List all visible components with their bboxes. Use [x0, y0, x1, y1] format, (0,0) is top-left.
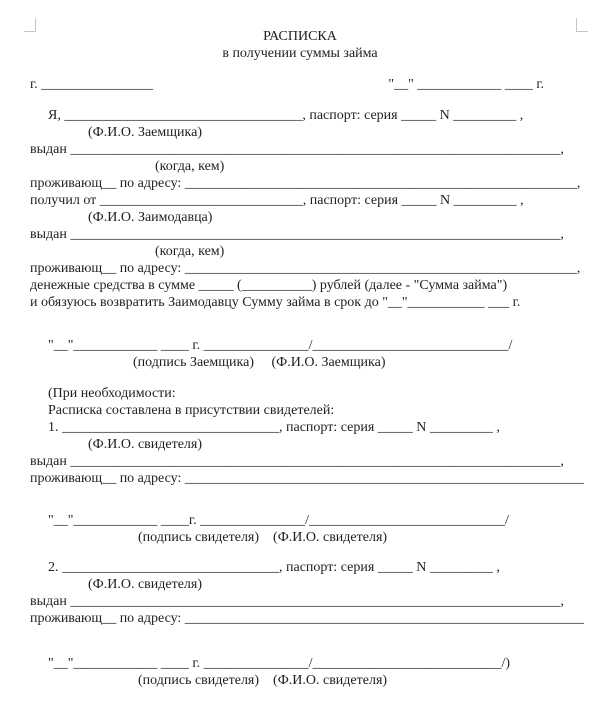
witness-note-line1: (При необходимости:	[48, 386, 176, 401]
witness1-signature-line: "__"____________ ____г. _______________/____________________________/	[48, 513, 509, 528]
borrower-address-line: проживающ__ по адресу: ________________________________________________________,	[30, 176, 581, 191]
witness1-address-line: проживающ__ по адресу: _________________________________________________________	[30, 471, 584, 486]
borrower-signature-captions: (подпись Заемщика) (Ф.И.О. Заемщика)	[133, 355, 386, 370]
city-date-row	[30, 76, 570, 93]
lender-address-line: проживающ__ по адресу: ________________________________________________________,	[30, 261, 581, 276]
borrower-name-line: Я, __________________________________, паспорт: серия _____ N _________ ,	[48, 108, 524, 123]
witness1-name-caption: (Ф.И.О. свидетеля)	[88, 437, 203, 452]
witness-note-line2: Расписка составлена в присутствии свидетелей:	[48, 403, 335, 418]
lender-received-line: получил от _____________________________, паспорт: серия _____ N _________ ,	[30, 193, 524, 208]
city-blank: г. ________________	[30, 77, 154, 92]
loan-sum-line: денежные средства в сумме _____ (__________) рублей (далее - "Сумма займа")	[30, 278, 508, 293]
witness2-passport-issued-line: выдан ______________________________________________________________________,	[30, 594, 564, 609]
borrower-name-caption: (Ф.И.О. Заемщика)	[88, 125, 202, 140]
witness1-name-line: 1. _______________________________, паспорт: серия _____ N _________ ,	[48, 420, 500, 435]
borrower-passport-issued-line: выдан ______________________________________________________________________,	[30, 142, 564, 157]
margin-crop-mark-top-right	[576, 18, 588, 32]
document-title: РАСПИСКА	[263, 29, 337, 44]
witness2-name-caption: (Ф.И.О. свидетеля)	[88, 577, 203, 592]
witness2-address-line: проживающ__ по адресу: _________________________________________________________	[30, 611, 584, 626]
witness1-signature-captions: (подпись свидетеля) (Ф.И.О. свидетеля)	[138, 530, 388, 545]
witness1-passport-issued-line: выдан ______________________________________________________________________,	[30, 454, 564, 469]
document-subtitle: в получении суммы займа	[222, 46, 378, 61]
document-body	[30, 28, 584, 689]
lender-name-caption: (Ф.И.О. Заимодавца)	[88, 210, 213, 225]
loan-return-line: и обязуюсь возвратить Заимодавцу Сумму займа в срок до "__"___________ ___ г.	[30, 295, 521, 310]
date-blank: "__" ____________ ____ г.	[388, 77, 544, 92]
witness2-signature-line: "__"____________ ____ г. _______________/___________________________/)	[48, 656, 511, 671]
witness2-signature-captions: (подпись свидетеля) (Ф.И.О. свидетеля)	[138, 673, 388, 688]
witness2-name-line: 2. _______________________________, паспорт: серия _____ N _________ ,	[48, 560, 500, 575]
lender-issued-caption: (когда, кем)	[155, 244, 225, 259]
lender-passport-issued-line: выдан ______________________________________________________________________,	[30, 227, 564, 242]
borrower-signature-line: "__"____________ ____ г. _______________/____________________________/	[48, 338, 513, 353]
borrower-issued-caption: (когда, кем)	[155, 159, 225, 174]
